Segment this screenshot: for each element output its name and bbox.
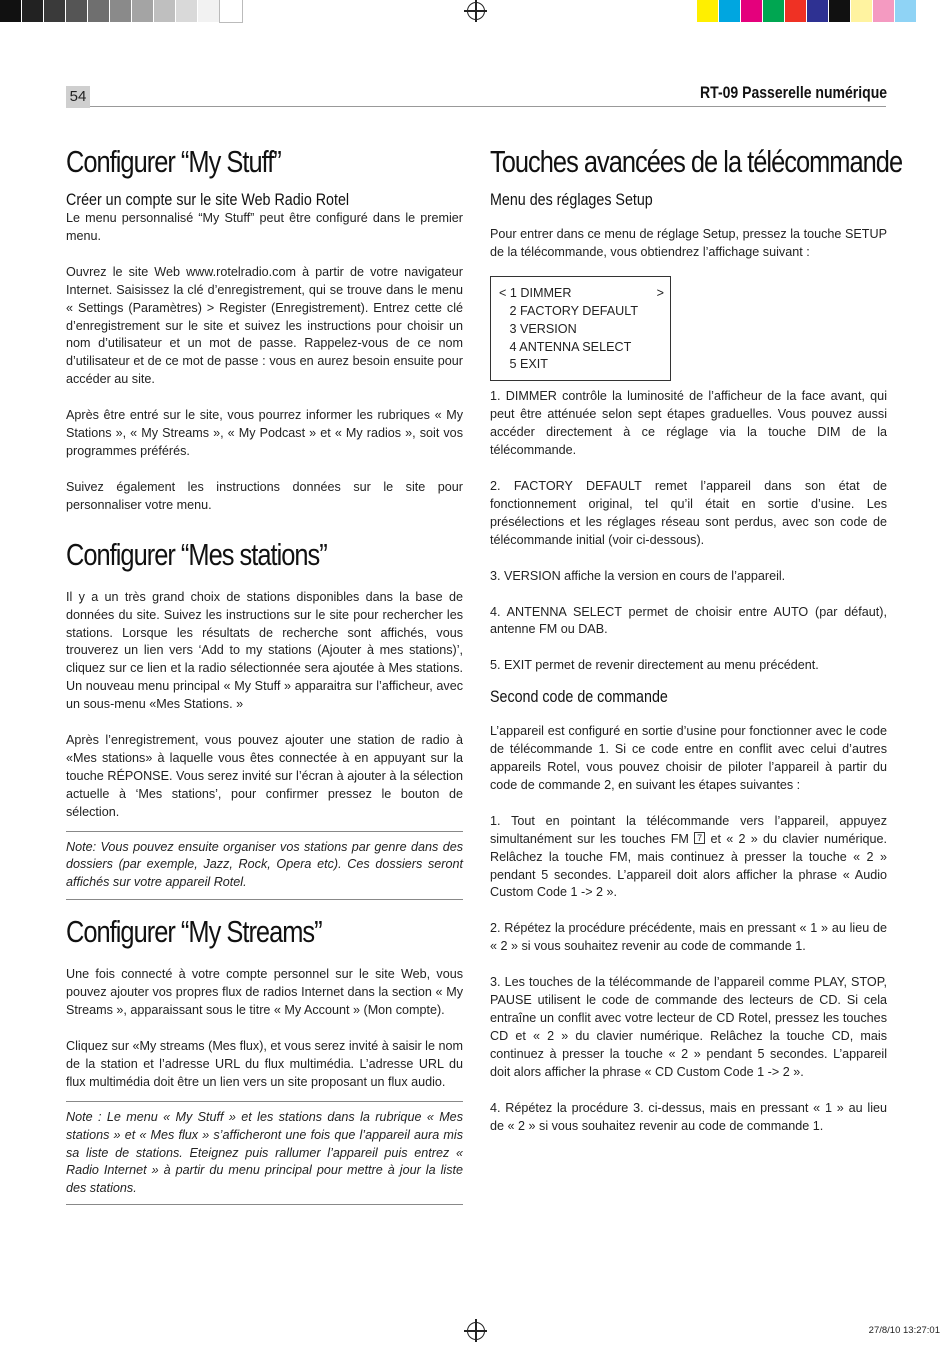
paragraph-step-3: 3. Les touches de la télécommande de l’appareil comme PLAY, STOP, PAUSE utilisent le code de commande des lecteurs de CD. Si cela entraîne un conflit avec votre lecteur de CD Rotel, pressez les touches CD et « 2 » du clavier numérique. Relâchez la touche CD, mais continuez à presser la touche « 2 » pendant 5 secondes. L’appareil doit alors afficher la phrase « CD Custom Code 1 -> 2 ».	[490, 975, 887, 1079]
color-swatch	[88, 0, 110, 22]
paragraph-version: 3. VERSION affiche la version en cours de l’appareil.	[490, 568, 786, 583]
note-divider-bottom	[66, 899, 463, 900]
color-swatch	[176, 0, 198, 22]
color-swatch	[132, 0, 154, 22]
setup-menu-item: < 1 DIMMER	[499, 285, 572, 300]
section-title-my-stuff: Configurer “My Stuff”	[66, 144, 281, 179]
paragraph-stations-add: Après l’enregistrement, vous pouvez ajouter une station de radio à «Mes stations» à laquelle vous êtes connectée à en appuyant sur la touche RÉPONSE. Vous serez invité sur l’écran à ajouter à la sélection actuelle à ‘Mes stations’, pour confirmer pressez le bouton de sélection.	[66, 733, 463, 819]
paragraph-streams-add: Une fois connecté à votre compte personnel sur le site Web, vous pouvez ajouter vos propres flux de radios Internet dans la section « My Streams », apparaissant sous le titre « My Account » (Mon compte).	[66, 967, 463, 1018]
paragraph-my-stuff-register: Ouvrez le site Web www.rotelradio.com à partir de votre navigateur Internet. Saisissez la clé d’enregistrement, qui se trouve dans le menu « Settings (Paramètres) > Register (Enregistrement). Entrez cette clé d’enregistrement sur le site et suivez les instructions pour choisir un nom d’utilisateur et un mot de passe. Rappelez-vous de ce nom d’utilisateur et de ce mot de passe : vous en aurez besoin ensuite pour accéder au site.	[66, 264, 463, 387]
paragraph-exit: 5. EXIT permet de revenir directement au menu précédent.	[490, 658, 819, 673]
section-title-advanced-remote: Touches avancées de la télécommande	[490, 144, 903, 179]
setup-menu-item: 2 FACTORY DEFAULT	[499, 303, 639, 318]
paragraph-streams-url: Cliquez sur «My streams (Mes flux), et vous serez invité à saisir le nom de la station et l’adresse URL du flux multimédia. L’adresse URL du flux multimédia doit être un lien vers un site proposant un flux audio.	[66, 1039, 463, 1089]
paragraph-step-1	[490, 813, 887, 903]
paragraph-antenna-select: 4. ANTENNA SELECT permet de choisir entre AUTO (par défaut), antenne FM ou DAB.	[490, 604, 887, 637]
left-column	[66, 140, 463, 1205]
page-header-title: RT-09 Passerelle numérique	[699, 84, 887, 102]
paragraph-dimmer: 1. DIMMER contrôle la luminosité de l’afficheur de la face avant, qui peut être atténuée selon sept étapes graduelles. Vous pouvez aussi accéder directement à ce réglage via la touche DIM de la télécommande.	[490, 389, 887, 458]
subheading-second-code: Second code de commande	[490, 687, 668, 707]
color-swatch	[44, 0, 66, 22]
color-swatch	[198, 0, 220, 22]
setup-menu-item: 5 EXIT	[499, 357, 548, 372]
right-column	[490, 140, 903, 1135]
paragraph-my-stuff-after: Après être entré sur le site, vous pourrez informer les rubriques « My Stations », « My Streams », « My Podcast » et « My radios », soit vos programmes préférés.	[66, 408, 463, 458]
print-color-bar-left	[0, 0, 242, 22]
color-swatch	[829, 0, 851, 22]
color-swatch	[741, 0, 763, 22]
color-swatch	[22, 0, 44, 22]
paragraph-second-code-intro: L’appareil est configuré en sortie d’usine pour fonctionner avec le code de télécommande 1. Si ce code entre en conflit avec celui d’autres appareils Rotel, vous pouvez choisir de piloter l’appareil à partir du code de commande 2, en suivant les étapes suivantes :	[490, 724, 887, 792]
color-swatch	[154, 0, 176, 22]
setup-menu-item: 3 VERSION	[499, 321, 577, 336]
section-title-mes-stations: Configurer “Mes stations”	[66, 536, 327, 572]
key-7-icon: 7	[694, 832, 705, 844]
header-divider	[90, 106, 886, 107]
setup-menu-item: 4 ANTENNA SELECT	[499, 339, 632, 354]
paragraph-step-2: 2. Répétez la procédure précédente, mais en pressant « 1 » au lieu de « 2 » si vous souhaitez revenir au code de commande 1.	[490, 921, 887, 954]
setup-menu-right-arrow: >	[656, 285, 664, 300]
paragraph-setup-intro: Pour entrer dans ce menu de réglage Setup, pressez la touche SETUP de la télécommande, vous obtiendrez l’affichage suivant :	[490, 227, 887, 259]
color-swatch	[719, 0, 741, 22]
color-swatch	[851, 0, 873, 22]
color-swatch	[110, 0, 132, 22]
color-swatch	[220, 0, 242, 22]
subheading-create-account: Créer un compte sur le site Web Radio Rotel	[66, 190, 350, 209]
paragraph-my-stuff-intro: Le menu personnalisé “My Stuff” peut être configuré dans le premier menu.	[66, 211, 463, 243]
note-streams: Note : Le menu « My Stuff » et les stations dans la rubrique « Mes stations » et « Mes flux » s’afficheront une fois que l’appareil aura mis sa liste de stations. Eteignez puis rallumer l’appareil puis entrez « Radio Internet » à partir du menu principal pour mettre à jour la liste des stations.	[66, 1109, 463, 1196]
color-swatch	[0, 0, 22, 22]
registration-mark-bottom-icon	[467, 1322, 485, 1340]
color-swatch	[873, 0, 895, 22]
note-divider-top-2	[66, 1101, 463, 1102]
color-swatch	[807, 0, 829, 22]
paragraph-step-4: 4. Répétez la procédure 3. ci-dessus, mais en pressant « 1 » au lieu de « 2 » si vous souhaitez revenir au code de commande 1.	[490, 1100, 887, 1133]
print-color-bar-right	[697, 0, 917, 22]
color-swatch	[66, 0, 88, 22]
paragraph-stations-search: Il y a un très grand choix de stations disponibles dans la base de données du site. Suivez les instructions sur le site pour rechercher les stations. Lorsque les résultats de recherche sont affichés, vous trouverez un lien vers ‘Add to my stations (Ajouter à mes stations)’, cliquez sur ce lien et la radio sélectionnée sera ajoutée à Mes stations. Un nouveau menu principal « My Stuff » apparaitra sur l’afficheur, avec un sous-menu «Mes Stations. »	[66, 589, 463, 712]
note-divider-bottom-2	[66, 1204, 463, 1205]
step-1-text-b: et « 2 » du clavier numérique. Relâchez la touche FM, mais continuez à presser la touche « 2 » pendant 5 secondes. L’appareil doit alors afficher la phrase « Audio Custom Code 1 -> 2 ».	[490, 831, 888, 900]
section-title-my-streams: Configurer “My Streams”	[66, 914, 322, 950]
color-swatch	[697, 0, 719, 22]
color-swatch	[785, 0, 807, 22]
page-number: 54	[66, 86, 90, 108]
step-1-text-a: 1. Tout en pointant la télécommande vers l’appareil, appuyez simultanément sur les touches FM	[490, 813, 887, 846]
registration-mark-top-icon	[467, 2, 485, 20]
subheading-setup-menu: Menu des réglages Setup	[490, 190, 653, 209]
paragraph-my-stuff-menu: Suivez également les instructions données sur le site pour personnaliser votre menu.	[66, 479, 463, 512]
print-timestamp: 27/8/10 13:27:01	[868, 1325, 940, 1336]
color-swatch	[895, 0, 917, 22]
color-swatch	[763, 0, 785, 22]
setup-menu-display	[490, 276, 671, 382]
note-stations: Note: Vous pouvez ensuite organiser vos stations par genre dans des dossiers (par exemple, Jazz, Rock, Opera etc). Ces dossiers seront affichés sur votre appareil Rotel.	[66, 839, 463, 890]
note-divider-top	[66, 831, 463, 832]
paragraph-factory-default: 2. FACTORY DEFAULT remet l’appareil dans son état de fonctionnement original, tel qu’il était en sortie d’usine. Les présélections et les réglages réseau sont perdus, avec son code de télécommande initial (voir ci-dessous).	[490, 478, 887, 547]
